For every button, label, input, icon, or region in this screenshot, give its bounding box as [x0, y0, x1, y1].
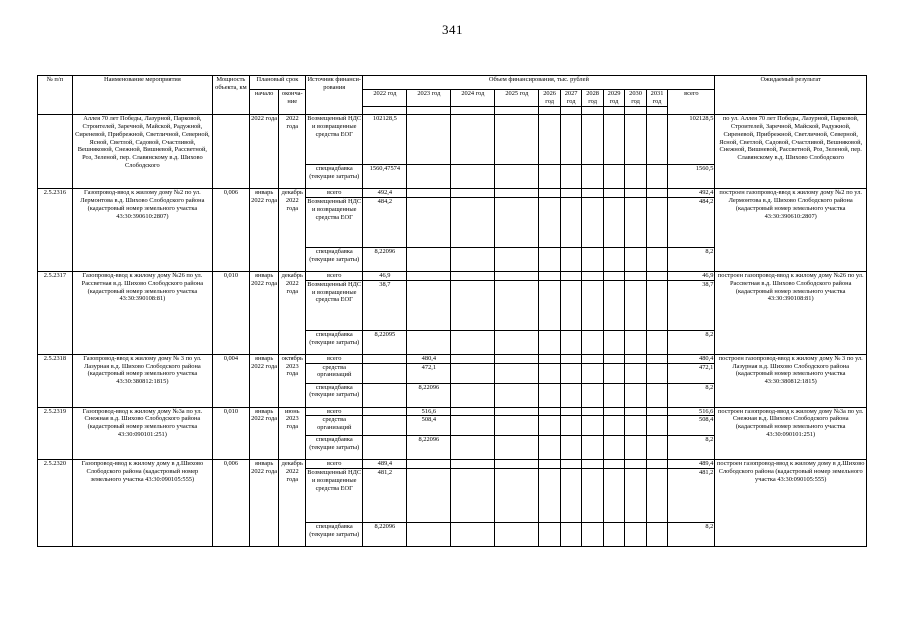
funding-year-value	[603, 271, 624, 280]
funding-year-value	[646, 383, 667, 407]
funding-year-value	[625, 271, 646, 280]
funding-year-value	[495, 280, 539, 330]
item-start: январь 2022 года	[249, 354, 279, 407]
item-start: январь 2022 года	[249, 407, 279, 460]
funding-source: спецнадбавка (текущие затраты)	[306, 247, 363, 271]
funding-year-value	[451, 354, 495, 363]
table-row	[38, 188, 867, 197]
table-row	[38, 114, 867, 164]
funding-year-value	[495, 363, 539, 383]
funding-year-value	[560, 114, 581, 164]
funding-total: 472,1	[668, 363, 715, 383]
funding-total: 8,2	[668, 436, 715, 460]
funding-year-value	[495, 197, 539, 247]
item-end: октябрь 2023 года	[279, 354, 306, 407]
funding-year-value	[625, 354, 646, 363]
funding-year-value	[603, 383, 624, 407]
expected-result: по ул. Аллея 70 лет Победы, Лазурной, Парковой, Строителей, Заречной, Майской, Радужной, Сиреневой, Прибрежной, Светличной, Северной, Ясной, Светлой, Садовой, Счастливой, Вешняковой, Снежной, Вишневой, Рассветной, Роз, Зеленой, пер. Славянскому в.д. Шихово Слободского	[715, 114, 867, 188]
funding-year-value	[582, 416, 603, 436]
funding-year-value: 489,4	[363, 460, 407, 469]
funding-year-value	[539, 114, 560, 164]
funding-year-value	[582, 383, 603, 407]
funding-year-value	[495, 188, 539, 197]
funding-year-value	[582, 436, 603, 460]
header-year: 2026 год	[539, 90, 560, 107]
funding-year-value	[560, 407, 581, 416]
funding-year-value	[582, 188, 603, 197]
funding-year-value	[582, 407, 603, 416]
funding-total: 8,2	[668, 247, 715, 271]
funding-year-value	[582, 247, 603, 271]
header-year: 2031 год	[646, 90, 667, 107]
funding-year-value	[646, 523, 667, 547]
header-source: Источник финанси-рования	[306, 76, 363, 115]
table-row	[38, 460, 867, 469]
item-end: декабрь 2022 года	[279, 271, 306, 354]
funding-year-value	[625, 164, 646, 188]
funding-year-value	[363, 407, 407, 416]
item-name: Газопровод-ввод к жилому дому №26 по ул. Рассветная в.д. Шихово Слободского района (кадастровый номер земельного участка 43:30:390108:81)	[72, 271, 212, 354]
header-year: 2028 год	[582, 90, 603, 107]
funding-year-value	[451, 383, 495, 407]
header-funding: Объем финансирования, тыс. рублей	[363, 76, 715, 90]
funding-year-value	[495, 407, 539, 416]
funding-year-value	[646, 330, 667, 354]
funding-year-value	[646, 460, 667, 469]
funding-year-value	[539, 363, 560, 383]
funding-year-value	[560, 523, 581, 547]
funding-year-value	[625, 523, 646, 547]
funding-year-value	[560, 416, 581, 436]
funding-year-value: 102128,5	[363, 114, 407, 164]
funding-year-value	[407, 271, 451, 280]
funding-year-value	[451, 330, 495, 354]
funding-total: 8,2	[668, 523, 715, 547]
item-end: июнь 2023 года	[279, 407, 306, 460]
funding-year-value	[646, 416, 667, 436]
item-start: 2022 года	[249, 114, 279, 188]
item-end: 2022 года	[279, 114, 306, 188]
funding-total: 481,2	[668, 469, 715, 523]
funding-source: всего	[306, 407, 363, 416]
header-term-end: оконча-ние	[279, 90, 306, 115]
funding-year-value	[582, 460, 603, 469]
funding-year-value	[646, 469, 667, 523]
funding-source: средства организаций	[306, 416, 363, 436]
item-capacity: 0,004	[212, 354, 249, 407]
funding-year-value	[625, 114, 646, 164]
funding-year-value	[495, 436, 539, 460]
funding-year-value	[363, 383, 407, 407]
item-start: январь 2022 года	[249, 271, 279, 354]
item-number: 2.5.2317	[38, 271, 73, 354]
header-capacity: Мощность объекта, км	[212, 76, 249, 115]
funding-year-value	[451, 436, 495, 460]
funding-year-value	[539, 436, 560, 460]
funding-year-value	[539, 460, 560, 469]
funding-year-value	[407, 523, 451, 547]
funding-year-value	[539, 354, 560, 363]
funding-year-value	[603, 354, 624, 363]
funding-year-value	[407, 247, 451, 271]
funding-year-value	[603, 469, 624, 523]
funding-year-value	[582, 197, 603, 247]
funding-year-value	[495, 460, 539, 469]
funding-year-value	[539, 383, 560, 407]
funding-year-value	[560, 330, 581, 354]
funding-year-value	[625, 407, 646, 416]
funding-year-value	[560, 469, 581, 523]
funding-year-value	[625, 197, 646, 247]
expected-result: построен газопровод-ввод к жилому дому № 3 по ул. Лазурная в.д. Шихово Слободского района (кадастровый номер земельного участка 43:30:380812:1815)	[715, 354, 867, 407]
funding-year-value	[646, 271, 667, 280]
item-end: декабрь 2022 года	[279, 460, 306, 547]
item-name: Аллея 70 лет Победы, Лазурной, Парковой, Строителей, Заречной, Майской, Радужной, Сиреневой, Прибрежной, Светличной, Северной, Ясной, Светлой, Садовой, Счастливой, Вешняковой, Снежной, Вишневой, Рассветной, Роз, Зеленой, пер. Славянскому в.д. Шихово Слободского	[72, 114, 212, 188]
funding-source: спецнадбавка (текущие затраты)	[306, 164, 363, 188]
item-name: Газопровод-ввод к жилому дому №2 по ул. Лермонтова в.д. Шихово Слободского района (кадастровый номер земельного участка 43:30:390610:2807)	[72, 188, 212, 271]
funding-year-value	[495, 383, 539, 407]
item-name: Газопровод-ввод к жилому дому №3а по ул. Снежная в.д. Шихово Слободского района (кадастровый номер земельного участка 43:30:090101:251)	[72, 407, 212, 460]
funding-table	[37, 75, 867, 547]
funding-source: средства организаций	[306, 363, 363, 383]
header-year: 2023 год	[407, 90, 451, 107]
item-capacity: 0,006	[212, 188, 249, 271]
funding-year-value	[451, 188, 495, 197]
item-name: Газопровод-ввод к жилому дому № 3 по ул. Лазурная в.д. Шихово Слободского района (кадастровый номер земельного участка 43:30:380812:1815)	[72, 354, 212, 407]
funding-total: 8,2	[668, 383, 715, 407]
funding-year-value	[539, 280, 560, 330]
item-name: Газопровод-ввод к жилому дому в д.Шихово Слободского района (кадастровый номер земельного участка 43:30:090105:555)	[72, 460, 212, 547]
funding-year-value	[646, 164, 667, 188]
funding-year-value	[603, 188, 624, 197]
funding-source: всего	[306, 354, 363, 363]
header-name: Наименование мероприятия	[72, 76, 212, 115]
funding-year-value	[407, 330, 451, 354]
table-row	[38, 354, 867, 363]
funding-year-value	[363, 416, 407, 436]
funding-year-value	[495, 469, 539, 523]
funding-source: спецнадбавка (текущие затраты)	[306, 383, 363, 407]
funding-year-value	[560, 188, 581, 197]
funding-year-value	[451, 523, 495, 547]
funding-year-value	[407, 469, 451, 523]
funding-year-value	[539, 407, 560, 416]
funding-source: всего	[306, 188, 363, 197]
funding-year-value	[625, 416, 646, 436]
funding-total: 1560,5	[668, 164, 715, 188]
table-body	[38, 114, 867, 547]
funding-year-value: 38,7	[363, 280, 407, 330]
funding-year-value	[495, 330, 539, 354]
funding-total: 489,4	[668, 460, 715, 469]
funding-year-value	[646, 247, 667, 271]
funding-year-value	[451, 416, 495, 436]
funding-year-value	[625, 436, 646, 460]
page-number: 341	[442, 22, 463, 37]
funding-year-value	[539, 271, 560, 280]
funding-year-value	[363, 363, 407, 383]
funding-year-value	[582, 469, 603, 523]
funding-year-value	[539, 523, 560, 547]
funding-total: 8,2	[668, 330, 715, 354]
funding-source: всего	[306, 460, 363, 469]
item-number: 2.5.2319	[38, 407, 73, 460]
funding-year-value	[495, 114, 539, 164]
funding-year-value	[451, 164, 495, 188]
funding-year-value	[539, 197, 560, 247]
funding-year-value: 472,1	[407, 363, 451, 383]
funding-year-value: 492,4	[363, 188, 407, 197]
funding-year-value	[646, 354, 667, 363]
header-year: 2030 год	[625, 90, 646, 107]
funding-year-value	[560, 280, 581, 330]
funding-year-value: 8,22096	[407, 436, 451, 460]
funding-year-value	[603, 523, 624, 547]
header-year: 2029 год	[603, 90, 624, 107]
funding-year-value	[582, 330, 603, 354]
item-number: 2.5.2316	[38, 188, 73, 271]
item-start: январь 2022 года	[249, 460, 279, 547]
funding-year-value	[582, 271, 603, 280]
funding-year-value	[560, 197, 581, 247]
funding-year-value	[539, 469, 560, 523]
funding-source: Возмещенный НДС и возвращенные средства ЕОГ	[306, 197, 363, 247]
funding-source: спецнадбавка (текущие затраты)	[306, 330, 363, 354]
funding-year-value	[582, 354, 603, 363]
funding-year-value	[407, 197, 451, 247]
item-number: 2.5.2320	[38, 460, 73, 547]
item-capacity: 0,006	[212, 460, 249, 547]
funding-year-value	[560, 383, 581, 407]
item-capacity: 0,010	[212, 271, 249, 354]
funding-year-value	[582, 280, 603, 330]
funding-source: спецнадбавка (текущие затраты)	[306, 523, 363, 547]
funding-year-value: 484,2	[363, 197, 407, 247]
funding-total: 492,4	[668, 188, 715, 197]
funding-year-value	[407, 114, 451, 164]
expected-result: построен газопровод-ввод к жилому дому в д.Шихово Слободского района (кадастровый номер земельного участка 43:30:090105:555)	[715, 460, 867, 547]
funding-year-value	[646, 197, 667, 247]
funding-total: 480,4	[668, 354, 715, 363]
funding-year-value	[582, 523, 603, 547]
item-number: 2.5.2318	[38, 354, 73, 407]
funding-year-value	[603, 114, 624, 164]
expected-result: построен газопровод-ввод к жилому дому №2 по ул. Лермонтова в.д. Шихово Слободского района (кадастровый номер земельного участка 43:30:390610:2807)	[715, 188, 867, 271]
funding-year-value	[451, 271, 495, 280]
funding-year-value	[560, 247, 581, 271]
funding-year-value	[646, 188, 667, 197]
funding-year-value	[539, 416, 560, 436]
funding-total: 102128,5	[668, 114, 715, 164]
funding-year-value: 8,22096	[363, 523, 407, 547]
funding-year-value	[363, 436, 407, 460]
funding-year-value	[407, 460, 451, 469]
funding-year-value	[495, 416, 539, 436]
funding-year-value	[407, 280, 451, 330]
funding-year-value	[625, 247, 646, 271]
funding-year-value	[451, 363, 495, 383]
funding-year-value	[603, 436, 624, 460]
item-start: январь 2022 года	[249, 188, 279, 271]
funding-source: всего	[306, 271, 363, 280]
funding-year-value	[560, 460, 581, 469]
funding-year-value	[495, 271, 539, 280]
funding-year-value	[495, 247, 539, 271]
funding-year-value	[625, 188, 646, 197]
item-number	[38, 114, 73, 188]
funding-total: 508,4	[668, 416, 715, 436]
expected-result: построен газопровод-ввод к жилому дому №26 по ул. Рассветная в.д. Шихово Слободского района (кадастровый номер земельного участка 43:30:390108:81)	[715, 271, 867, 354]
funding-total: 484,2	[668, 197, 715, 247]
table-row	[38, 407, 867, 416]
funding-year-value	[646, 280, 667, 330]
funding-year-value	[363, 354, 407, 363]
funding-year-value	[646, 363, 667, 383]
header-num: № п/п	[38, 76, 73, 115]
funding-year-value	[646, 436, 667, 460]
funding-year-value	[539, 164, 560, 188]
funding-year-value	[625, 363, 646, 383]
expected-result: построен газопровод-ввод к жилому дому №3а по ул. Снежная в.д. Шихово Слободского района (кадастровый номер земельного участка 43:30:090101:251)	[715, 407, 867, 460]
funding-year-value: 46,9	[363, 271, 407, 280]
table-row	[38, 271, 867, 280]
header-term-start: начало	[249, 90, 279, 115]
funding-year-value	[603, 280, 624, 330]
funding-year-value: 516,6	[407, 407, 451, 416]
funding-year-value	[625, 383, 646, 407]
funding-source: Возмещенный НДС и возвращенные средства ЕОГ	[306, 114, 363, 164]
funding-year-value: 8,22096	[363, 247, 407, 271]
funding-year-value	[407, 188, 451, 197]
funding-year-value	[451, 460, 495, 469]
funding-year-value	[539, 330, 560, 354]
funding-year-value	[625, 469, 646, 523]
funding-year-value	[646, 407, 667, 416]
header-year: 2024 год	[451, 90, 495, 107]
funding-year-value	[603, 407, 624, 416]
funding-year-value	[560, 164, 581, 188]
funding-year-value	[451, 197, 495, 247]
item-capacity	[212, 114, 249, 188]
funding-year-value	[603, 460, 624, 469]
funding-year-value	[582, 363, 603, 383]
funding-year-value: 508,4	[407, 416, 451, 436]
funding-year-value	[495, 354, 539, 363]
funding-year-value	[603, 164, 624, 188]
funding-year-value	[603, 330, 624, 354]
funding-source: Возмещенный НДС и возвращенные средства ЕОГ	[306, 280, 363, 330]
funding-year-value	[560, 363, 581, 383]
funding-source: спецнадбавка (текущие затраты)	[306, 436, 363, 460]
funding-year-value	[560, 271, 581, 280]
funding-year-value: 8,22096	[407, 383, 451, 407]
funding-year-value	[495, 523, 539, 547]
funding-year-value	[603, 416, 624, 436]
header-year: 2027 год	[560, 90, 581, 107]
funding-year-value	[451, 469, 495, 523]
funding-year-value	[603, 247, 624, 271]
funding-year-value: 1560,47574	[363, 164, 407, 188]
funding-year-value	[625, 460, 646, 469]
funding-year-value	[582, 164, 603, 188]
funding-year-value: 480,4	[407, 354, 451, 363]
funding-total: 46,9	[668, 271, 715, 280]
header-year: 2025 год	[495, 90, 539, 107]
funding-year-value	[560, 354, 581, 363]
funding-year-value: 8,22095	[363, 330, 407, 354]
funding-year-value	[560, 436, 581, 460]
funding-year-value	[539, 247, 560, 271]
funding-year-value	[603, 197, 624, 247]
funding-year-value	[451, 407, 495, 416]
funding-year-value: 481,2	[363, 469, 407, 523]
funding-year-value	[495, 164, 539, 188]
header-result: Ожидаемый результат	[715, 76, 867, 115]
funding-year-value	[407, 164, 451, 188]
funding-total: 38,7	[668, 280, 715, 330]
header-year: 2022 год	[363, 90, 407, 107]
funding-year-value	[582, 114, 603, 164]
funding-year-value	[646, 114, 667, 164]
funding-year-value	[625, 330, 646, 354]
funding-total: 516,6	[668, 407, 715, 416]
item-capacity: 0,010	[212, 407, 249, 460]
funding-year-value	[451, 114, 495, 164]
header-term: Плановый срок	[249, 76, 305, 90]
funding-year-value	[539, 188, 560, 197]
funding-source: Возмещенный НДС и возвращенные средства ЕОГ	[306, 469, 363, 523]
item-end: декабрь 2022 года	[279, 188, 306, 271]
funding-year-value	[451, 280, 495, 330]
funding-year-value	[625, 280, 646, 330]
header-total: всего	[668, 90, 715, 115]
funding-year-value	[603, 363, 624, 383]
funding-year-value	[451, 247, 495, 271]
